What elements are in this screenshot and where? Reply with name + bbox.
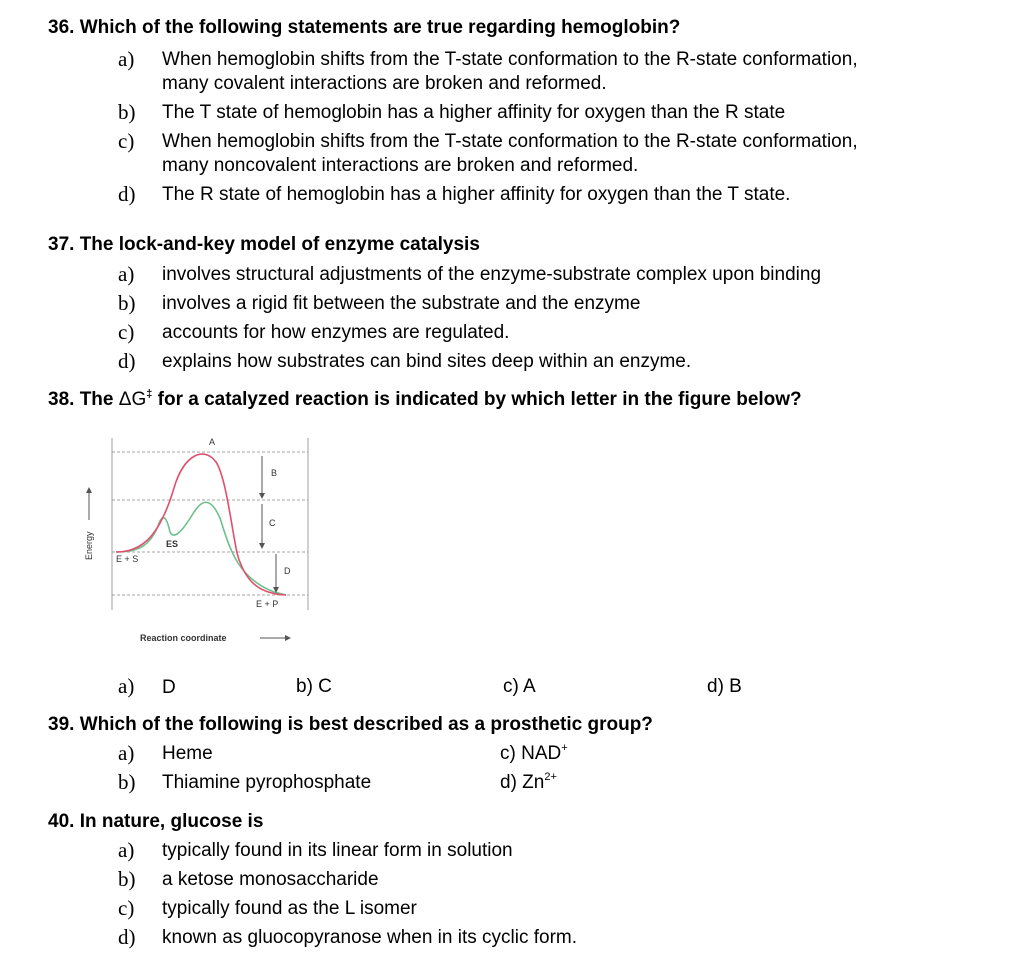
option-letter: b) [118, 770, 136, 794]
superscript: + [561, 742, 568, 754]
superscript: 2+ [544, 771, 557, 783]
option-text: typically found in its linear form in solution [162, 840, 513, 861]
q36-option-a-cont: many covalent interactions are broken and reformed. [162, 73, 607, 94]
q36-option-a [118, 48, 858, 72]
option-text: The T state of hemoglobin has a higher affinity for oxygen than the R state [162, 102, 786, 123]
option-text: d) Zn [500, 772, 545, 793]
q39-option-d [500, 771, 557, 794]
q40-option-c [118, 897, 417, 921]
option-letter: d) [118, 349, 136, 373]
q38-answer-a [118, 675, 176, 699]
label-D: D [284, 566, 291, 576]
option-text: D [162, 677, 176, 698]
x-axis-label: Reaction coordinate [140, 633, 227, 643]
question-38-prefix: 38. The [48, 389, 119, 410]
y-axis-label: Energy [84, 531, 94, 560]
option-letter: c) [118, 896, 135, 920]
option-text: involves a rigid fit between the substrate and the enzyme [162, 293, 641, 314]
label-ES: ES [166, 539, 179, 549]
option-letter: c) [118, 129, 135, 153]
q40-option-a [118, 839, 513, 863]
label-B: B [271, 468, 278, 478]
q37-option-b [118, 292, 640, 316]
q40-option-b [118, 868, 379, 892]
option-text: c) NAD [500, 743, 562, 764]
option-letter: c) [118, 320, 135, 344]
option-text: known as gluocopyranose when in its cyclic form. [162, 927, 578, 948]
option-text: Thiamine pyrophosphate [162, 772, 372, 793]
question-40: 40. In nature, glucose is [48, 811, 264, 832]
option-text: When hemoglobin shifts from the T-state conformation to the R-state conformation, [162, 49, 858, 70]
question-36: 36. Which of the following statements are true regarding hemoglobin? [48, 17, 681, 38]
label-C: C [269, 518, 276, 528]
q37-option-c [118, 321, 509, 345]
q37-option-a [118, 263, 821, 287]
question-38-suffix: for a catalyzed reaction is indicated by which letter in the figure below? [152, 389, 802, 410]
option-text: When hemoglobin shifts from the T-state conformation to the R-state conformation, [162, 131, 858, 152]
option-letter: a) [118, 262, 135, 286]
option-text: typically found as the L isomer [162, 898, 417, 919]
option-letter: d) [118, 182, 136, 206]
energy-diagram [78, 428, 318, 648]
option-letter: a) [118, 674, 135, 698]
option-text: The R state of hemoglobin has a higher affinity for oxygen than the T state. [162, 184, 791, 205]
option-letter: a) [118, 47, 135, 71]
label-A: A [209, 437, 216, 447]
question-38 [48, 389, 802, 411]
option-text: accounts for how enzymes are regulated. [162, 322, 510, 343]
option-letter: a) [118, 741, 135, 765]
label-E-plus-P: E + P [256, 599, 279, 609]
q38-answer-d: d) B [707, 676, 742, 697]
q39-option-c [500, 742, 568, 765]
label-E-plus-S: E + S [116, 554, 139, 564]
uncatalyzed-curve [116, 454, 286, 595]
option-letter: b) [118, 100, 136, 124]
option-letter: b) [118, 291, 136, 315]
option-letter: d) [118, 925, 136, 949]
option-text: Heme [162, 743, 213, 764]
option-text: a ketose monosaccharide [162, 869, 379, 890]
question-39: 39. Which of the following is best described as a prosthetic group? [48, 714, 653, 735]
q36-option-b [118, 101, 785, 125]
q36-option-c [118, 130, 858, 154]
q39-option-a [118, 742, 213, 766]
option-letter: a) [118, 838, 135, 862]
q36-option-d [118, 183, 790, 207]
q36-option-c-cont: many noncovalent interactions are broken and reformed. [162, 155, 639, 176]
delta-g-symbol: ΔG [118, 389, 147, 410]
option-text: explains how substrates can bind sites deep within an enzyme. [162, 351, 692, 372]
option-text: involves structural adjustments of the enzyme-substrate complex upon binding [162, 264, 822, 285]
question-37: 37. The lock-and-key model of enzyme catalysis [48, 234, 480, 255]
option-letter: b) [118, 867, 136, 891]
q39-option-b [118, 771, 371, 795]
catalyzed-curve [116, 502, 286, 595]
q37-option-d [118, 350, 691, 374]
q38-answer-b: b) C [296, 676, 332, 697]
q40-option-d [118, 926, 577, 950]
dagger-symbol: ‡ [146, 388, 153, 400]
q38-answer-c: c) A [503, 676, 536, 697]
